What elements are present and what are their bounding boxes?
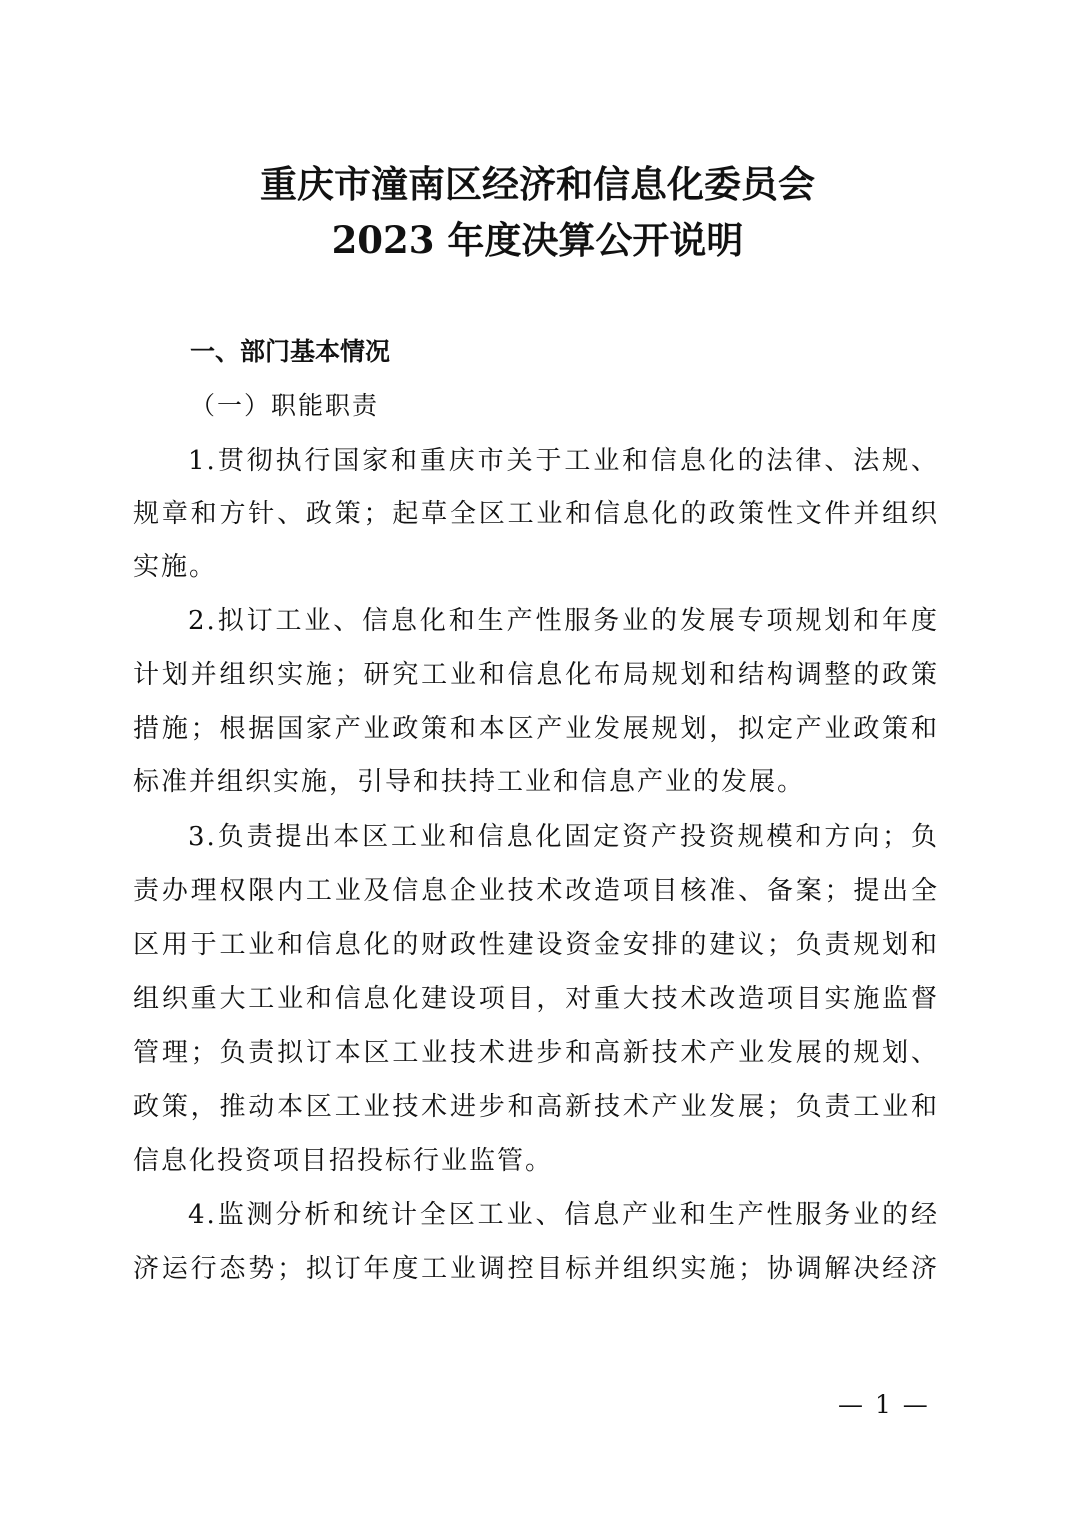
subsection-heading: （一）职能职责: [190, 391, 380, 420]
document-title-line-1: 重庆市潼南区经济和信息化委员会: [260, 162, 815, 206]
section-heading: 一、部门基本情况: [190, 337, 391, 366]
paragraph-line: 3.负责提出本区工业和信息化固定资产投资规模和方向；负: [188, 822, 939, 852]
paragraph-line: 责办理权限内工业及信息企业技术改造项目核准、备案；提出全: [133, 876, 939, 906]
paragraph-line: 措施；根据国家产业政策和本区产业发展规划，拟定产业政策和: [133, 714, 939, 744]
paragraph-line: 信息化投资项目招投标行业监管。: [133, 1146, 554, 1176]
paragraph-line: 政策，推动本区工业技术进步和高新技术产业发展；负责工业和: [133, 1092, 939, 1122]
paragraph-line: 实施。: [133, 552, 218, 582]
paragraph-line: 4.监测分析和统计全区工业、信息产业和生产性服务业的经: [188, 1200, 939, 1230]
document-title-line-2: 2023 年度决算公开说明: [331, 218, 744, 262]
paragraph-line: 1.贯彻执行国家和重庆市关于工业和信息化的法律、法规、: [188, 446, 939, 476]
paragraph-line: 标准并组织实施，引导和扶持工业和信息产业的发展。: [133, 767, 806, 797]
paragraph-line: 规章和方针、政策；起草全区工业和信息化的政策性文件并组织: [133, 499, 939, 529]
paragraph-line: 组织重大工业和信息化建设项目，对重大技术改造项目实施监督: [133, 984, 939, 1014]
paragraph-line: 区用于工业和信息化的财政性建设资金安排的建议；负责规划和: [133, 930, 939, 960]
paragraph-line: 2.拟订工业、信息化和生产性服务业的发展专项规划和年度: [188, 606, 939, 636]
paragraph-line: 计划并组织实施；研究工业和信息化布局规划和结构调整的政策: [133, 660, 939, 690]
page-number: — 1 —: [838, 1390, 930, 1419]
paragraph-line: 管理；负责拟订本区工业技术进步和高新技术产业发展的规划、: [133, 1038, 939, 1068]
paragraph-line: 济运行态势；拟订年度工业调控目标并组织实施；协调解决经济: [133, 1254, 939, 1284]
